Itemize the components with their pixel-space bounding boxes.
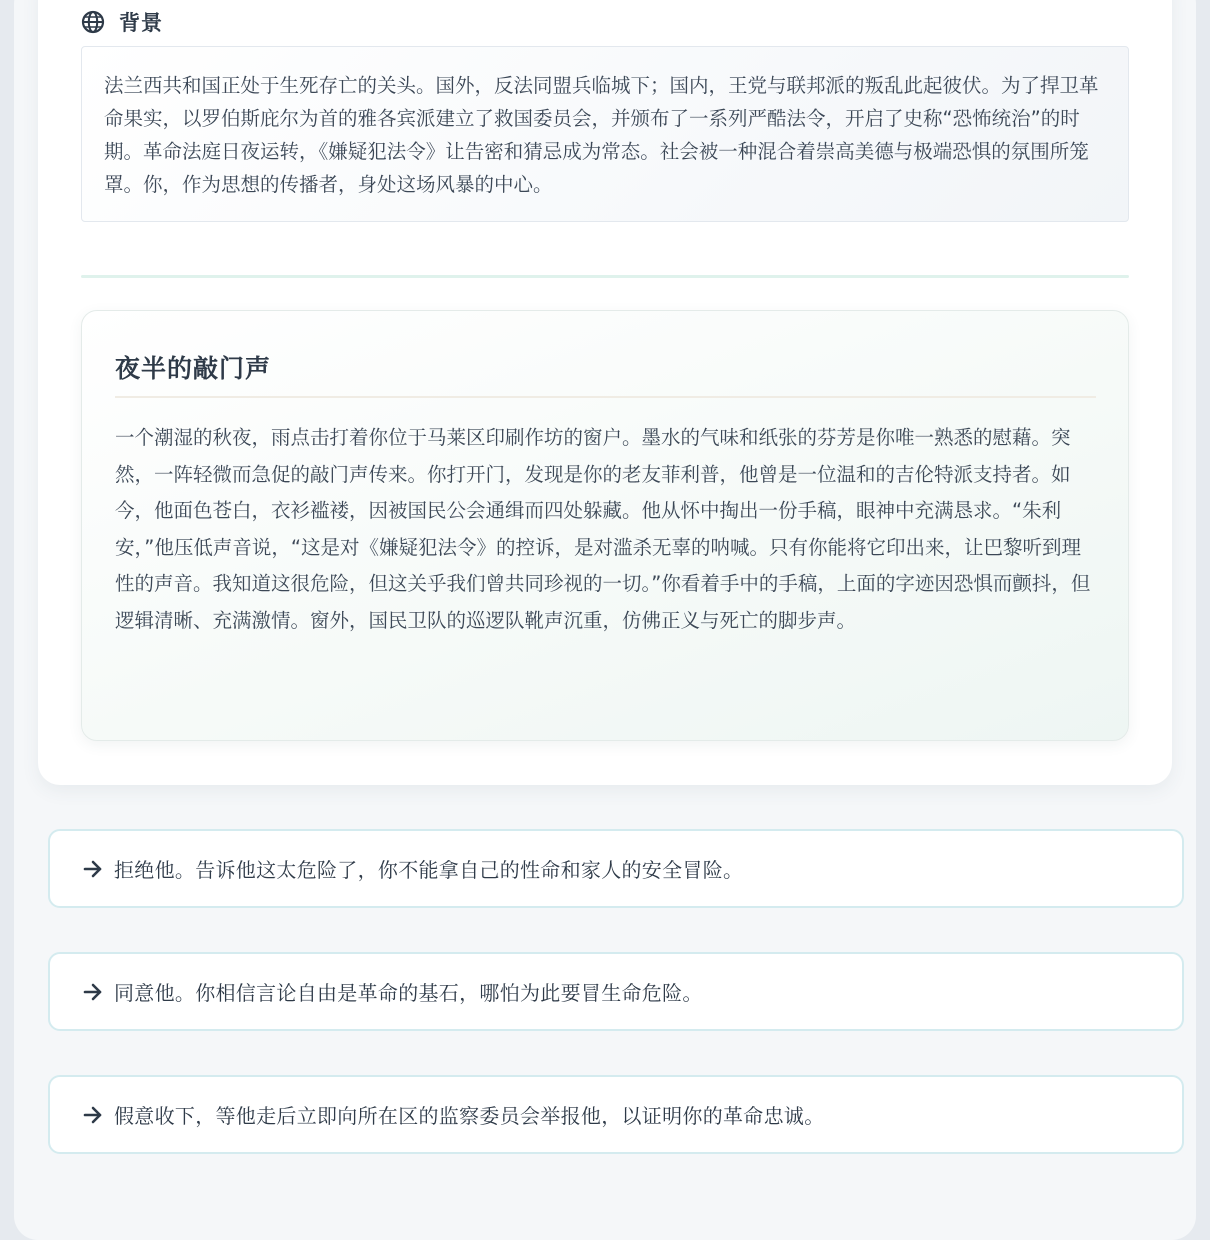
arrow-right-icon: [82, 981, 104, 1003]
arrow-right-icon: [82, 858, 104, 880]
globe-icon: [81, 10, 105, 34]
scene-title: 夜半的敲门声: [115, 354, 272, 383]
background-text: 法兰西共和国正处于生死存亡的关头。国外，反法同盟兵临城下；国内，王党与联邦派的叛乱此起彼伏。为了捍卫革命果实，以罗伯斯庇尔为首的雅各宾派建立了救国委员会，并颁布了一系列严酷法令，开启了史称“恐怖统治”的时期。革命法庭日夜运转，《嫌疑犯法令》让告密和猜忌成为常态。社会被一种混合着崇高美德与极端恐惧的氛围所笼罩。你，作为思想的传播者，身处这场风暴的中心。: [104, 74, 1099, 196]
choice-label: 假意收下，等他走后立即向所在区的监察委员会举报他，以证明你的革命忠诚。: [114, 1104, 825, 1128]
choice-label: 拒绝他。告诉他这太危险了，你不能拿自己的性命和家人的安全冒险。: [114, 858, 744, 882]
choice-button-report[interactable]: [48, 1075, 1184, 1154]
choice-button-refuse[interactable]: [48, 829, 1184, 908]
scene-card: [81, 310, 1129, 741]
background-heading-label: 背景: [119, 11, 163, 35]
background-heading: [81, 8, 163, 36]
choice-label: 同意他。你相信言论自由是革命的基石，哪怕为此要冒生命危险。: [114, 981, 703, 1005]
scene-text: 一个潮湿的秋夜，雨点击打着你位于马莱区印刷作坊的窗户。墨水的气味和纸张的芬芳是你唯一熟悉的慰藉。突然，一阵轻微而急促的敲门声传来。你打开门，发现是你的老友菲利普，他曾是一位温和的吉伦特派支持者。如今，他面色苍白，衣衫褴褛，因被国民公会通缉而四处躲藏。他从怀中掏出一份手稿，眼神中充满恳求。“朱利安，”他压低声音说，“这是对《嫌疑犯法令》的控诉，是对滥杀无辜的呐喊。只有你能将它印出来，让巴黎听到理性的声音。我知道这很危险，但这关乎我们曾共同珍视的一切。”你看着手中的手稿，上面的字迹因恐惧而颤抖，但逻辑清晰、充满激情。窗外，国民卫队的巡逻队靴声沉重，仿佛正义与死亡的脚步声。: [115, 426, 1091, 632]
background-box: [81, 46, 1129, 222]
arrow-right-icon: [82, 1104, 104, 1126]
scene-title-rule: [115, 396, 1096, 398]
choice-button-agree[interactable]: [48, 952, 1184, 1031]
section-divider: [81, 275, 1129, 278]
